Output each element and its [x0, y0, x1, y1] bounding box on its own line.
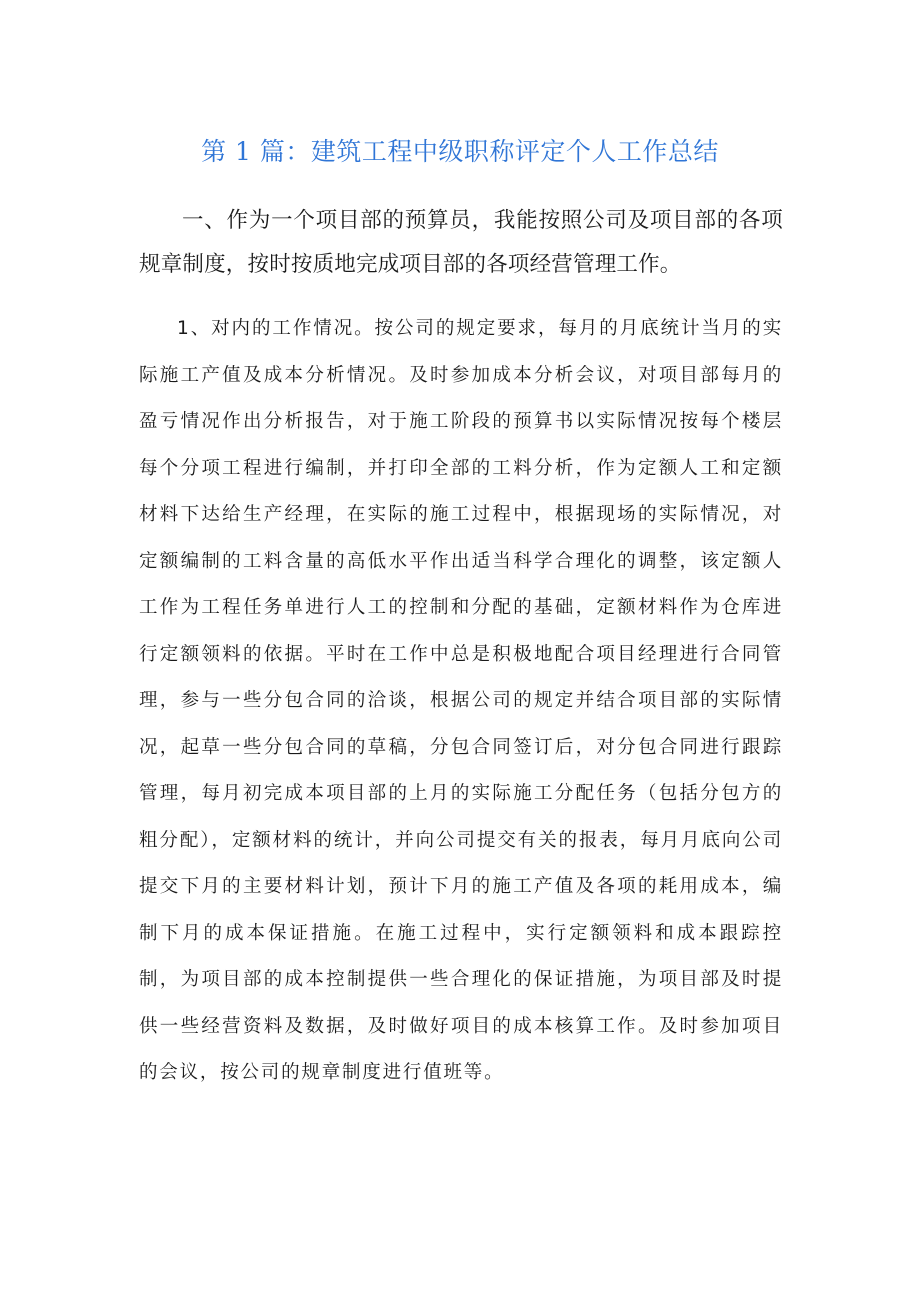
- document-title: 第 1 篇：建筑工程中级职称评定个人工作总结: [201, 137, 719, 166]
- paragraph-2: 1、对内的工作情况。按公司的规定要求，每月的月底统计当月的实际施工产值及成本分析情况。及时参加成本分析会议，对项目部每月的盈亏情况作出分析报告，对于施工阶段的预算书以实际情况按每个楼层每个分项工程进行编制，并打印全部的工料分析，作为定额人工和定额材料下达给生产经理，在实际的施工过程中，根据现场的实际情况，对定额编制的工料含量的高低水平作出适当科学合理化的调整，该定额人工作为工程任务单进行人工的控制和分配的基础，定额材料作为仓库进行定额领料的依据。平时在工作中总是积极地配合项目经理进行合同管理，参与一些分包合同的洽谈，根据公司的规定并结合项目部的实际情况，起草一些分包合同的草稿，分包合同签订后，对分包合同进行跟踪管理，每月初完成本项目部的上月的实际施工分配任务（包括分包方的粗分配），定额材料的统计，并向公司提交有关的报表，每月月底向公司提交下月的主要材料计划，预计下月的施工产值及各项的耗用成本，编制下月的成本保证措施。在施工过程中，实行定额领料和成本跟踪控制，为项目部的成本控制提供一些合理化的保证措施，为项目部及时提供一些经营资料及数据，及时做好项目的成本核算工作。及时参加项目的会议，按公司的规章制度进行值班等。: [139, 318, 783, 1083]
- paragraph-1: 一、作为一个项目部的预算员，我能按照公司及项目部的各项规章制度，按时按质地完成项目部的各项经营管理工作。: [139, 208, 783, 277]
